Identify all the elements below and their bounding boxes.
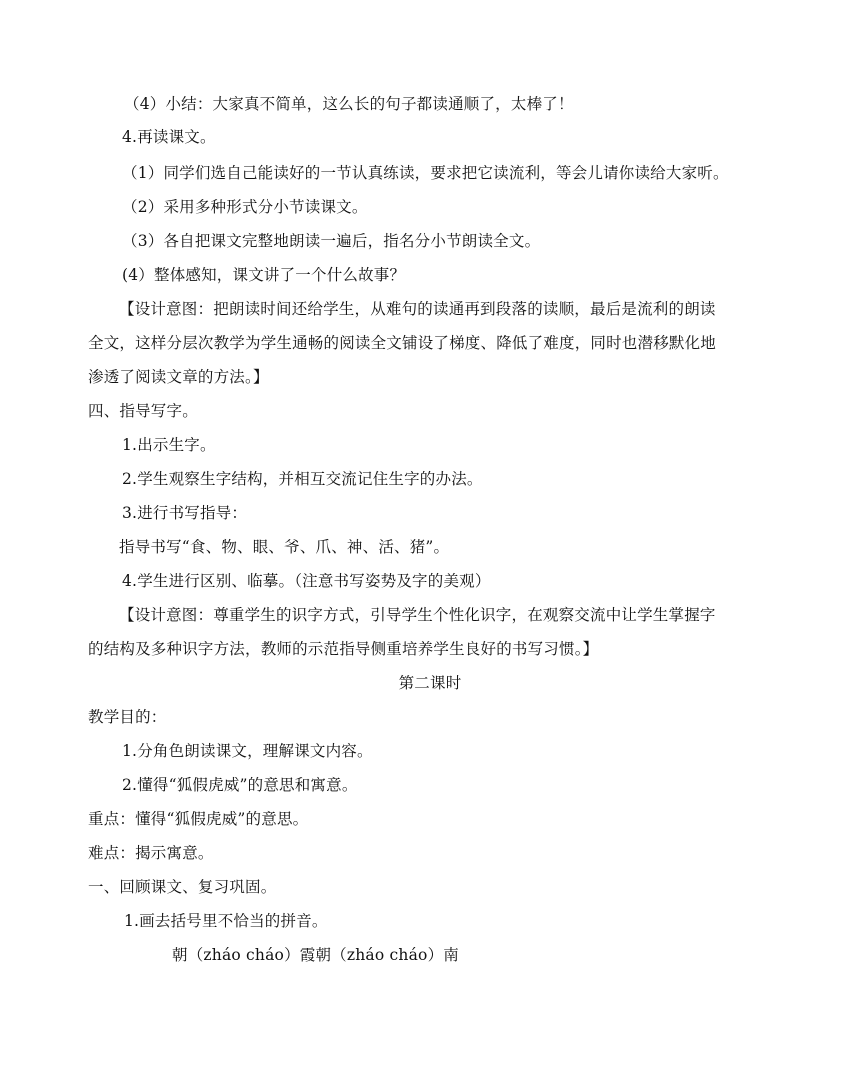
difficulty-point: 难点：揭示寓意。 [88,844,214,862]
step-item: （2）采用多种形式分小节读课文。 [122,198,368,216]
step-item: 4.学生进行区别、临摹。（注意书写姿势及字的美观） [122,572,491,590]
key-point: 重点：懂得“狐假虎威”的意思。 [88,810,309,828]
step-item: (4）整体感知，课文讲了一个什么故事？ [122,266,406,284]
step-item: 2.懂得“狐假虎威”的意思和寓意。 [122,776,358,794]
step-item: 1.画去括号里不恰当的拼音。 [124,912,328,930]
design-intent-line: 渗透了阅读文章的方法。】 [88,368,269,386]
step-item: （3）各自把课文完整地朗读一遍后，指名分小节朗读全文。 [122,232,541,250]
step-item: 指导书写“食、物、眼、爷、爪、神、活、猪”。 [119,538,450,556]
summary-line: （4）小结：大家真不简单，这么长的句子都读通顺了，太棒了！ [124,95,574,113]
step-item: 3.进行书写指导： [122,504,248,522]
step-item: （1）同学们选自己能读好的一节认真练读，要求把它读流利，等会儿请你读给大家听。 [122,164,729,182]
design-intent-line: 的结构及多种识字方法，教师的示范指导侧重培养学生良好的书写习惯。】 [88,640,599,658]
pinyin-exercise: 朝（zháo cháo）霞朝（zháo cháo）南 [172,946,459,964]
step-item: 1.出示生字。 [122,436,216,454]
step-heading: 4.再读课文。 [122,128,216,146]
step-item: 2.学生观察生字结构，并相互交流记住生字的办法。 [122,470,483,488]
design-intent-line: 【设计意图：尊重学生的识字方式，引导学生个性化识字，在观察交流中让学生掌握字 [119,606,716,624]
section-heading: 教学目的： [88,708,167,726]
section-heading: 一、回顾课文、复习巩固。 [88,878,277,896]
step-item: 1.分角色朗读课文，理解课文内容。 [122,742,373,760]
lesson-title: 第二课时 [398,674,462,692]
design-intent-line: 【设计意图：把朗读时间还给学生，从难句的读通再到段落的读顺，最后是流利的朗读 [119,300,716,318]
section-heading: 四、指导写字。 [88,402,198,420]
design-intent-line: 全文，这样分层次教学为学生通畅的阅读全文铺设了梯度、降低了难度，同时也潜移默化地 [88,334,717,352]
